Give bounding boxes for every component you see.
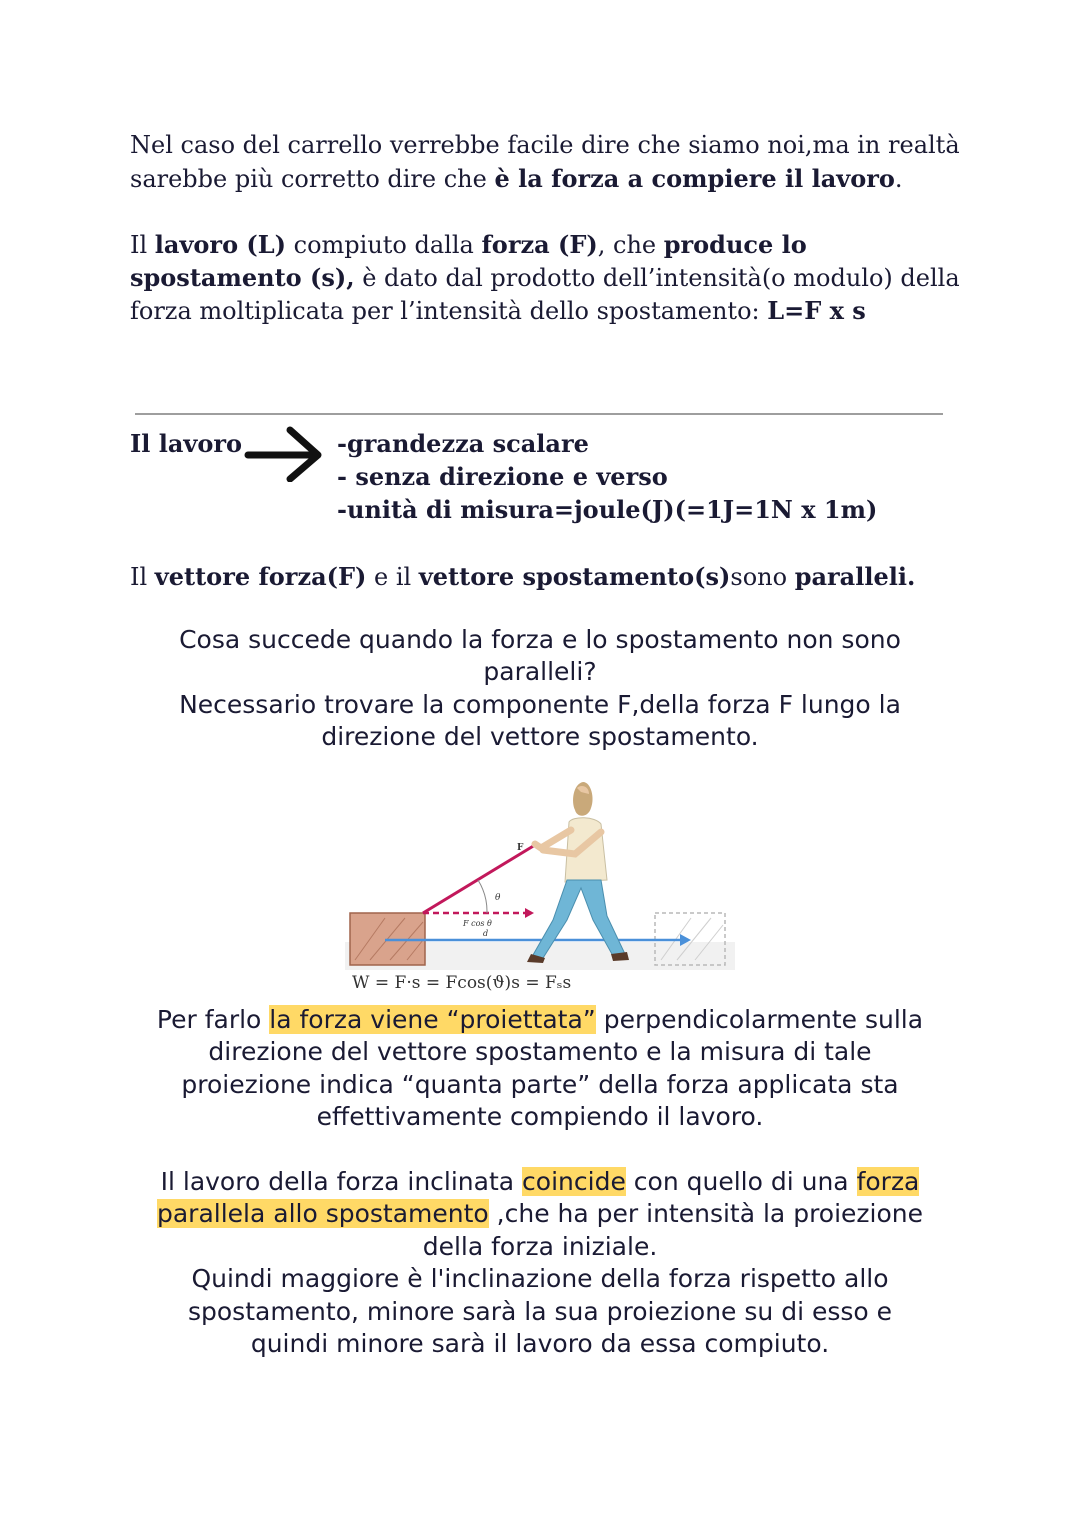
props-label bbox=[130, 427, 242, 461]
force-vector bbox=[423, 845, 535, 913]
explain1-line: effettivamente compiendo il lavoro. bbox=[316, 1102, 764, 1131]
explain-text: Il lavoro della forza inclinata bbox=[160, 1167, 523, 1196]
highlight-text: parallela allo spostamento bbox=[156, 1199, 489, 1228]
props-item-text: -grandezza scalare bbox=[337, 429, 589, 458]
def-text: compiuto dalla bbox=[286, 231, 482, 259]
intro-line-2 bbox=[130, 162, 903, 196]
def-line-1 bbox=[130, 228, 807, 262]
explain2-line: spostamento, minore sarà la sua proiezione su di esso e bbox=[187, 1297, 893, 1326]
vectors-text: e il bbox=[366, 563, 419, 591]
def-line-3 bbox=[130, 294, 866, 328]
props-item bbox=[337, 493, 877, 527]
vectors-text: Il bbox=[130, 563, 155, 591]
d-label: d bbox=[483, 929, 489, 938]
divider bbox=[135, 413, 943, 415]
vectors-bold: vettore forza(F) bbox=[154, 562, 367, 591]
vectors-text: sono bbox=[730, 563, 795, 591]
formula-bold: L=F x s bbox=[767, 296, 866, 325]
force-label: F bbox=[517, 843, 524, 853]
def-text: forza moltiplicata per l’intensità dello spostamento: bbox=[130, 297, 768, 325]
explain2-line bbox=[120, 1166, 960, 1199]
props-label-text: Il lavoro bbox=[130, 429, 242, 458]
theta-label: θ bbox=[495, 893, 501, 903]
intro-text: . bbox=[894, 165, 903, 193]
projection-head bbox=[525, 908, 534, 918]
explain1-line: proiezione indica “quanta parte” della forza applicata sta bbox=[181, 1070, 899, 1099]
intro-text: Nel caso del carrello verrebbe facile dire che siamo noi,ma in realtà bbox=[130, 131, 960, 159]
props-item-text: - senza direzione e verso bbox=[337, 462, 668, 491]
explain-text: Per farlo bbox=[156, 1005, 270, 1034]
props-item bbox=[337, 427, 589, 461]
def-text: , che bbox=[597, 231, 664, 259]
question-line: Cosa succede quando la forza e lo spostamento non sono bbox=[179, 625, 901, 654]
explain2-line: Quindi maggiore è l'inclinazione della forza rispetto allo bbox=[191, 1264, 889, 1293]
explain-text: ,che ha per intensità la proiezione bbox=[488, 1199, 924, 1228]
question-line: paralleli? bbox=[483, 657, 597, 686]
def-line-2 bbox=[130, 261, 960, 295]
right-arrow-icon bbox=[244, 424, 326, 482]
vectors-bold: vettore spostamento(s) bbox=[418, 562, 731, 591]
def-text: è dato dal prodotto dell’intensità(o modulo) della bbox=[354, 264, 960, 292]
work-formula: W = F·s = Fcos(ϑ)s = Fₛs bbox=[352, 973, 572, 993]
work-diagram bbox=[345, 770, 735, 1000]
highlight-text: coincide bbox=[522, 1167, 626, 1196]
fcos-label: F cos θ bbox=[463, 919, 492, 928]
explain2-line: della forza iniziale. bbox=[422, 1232, 658, 1261]
question-line: Necessario trovare la componente F,della forza F lungo la bbox=[179, 690, 901, 719]
def-bold: forza (F) bbox=[481, 230, 598, 259]
vectors-bold: paralleli. bbox=[794, 562, 916, 591]
highlight-text: la forza viene “proiettata” bbox=[269, 1005, 596, 1034]
props-item-text: -unità di misura=joule(J)(=1J=1N x 1m) bbox=[337, 495, 878, 524]
explain1-line: direzione del vettore spostamento e la misura di tale bbox=[208, 1037, 872, 1066]
def-bold: spostamento (s), bbox=[130, 263, 355, 292]
vectors-line bbox=[130, 560, 915, 594]
props-item bbox=[337, 460, 668, 494]
intro-text: sarebbe più corretto dire che bbox=[130, 165, 495, 193]
intro-line-1 bbox=[130, 129, 960, 162]
angle-arc bbox=[478, 880, 487, 913]
def-text: Il bbox=[130, 231, 155, 259]
explain2-line bbox=[120, 1198, 960, 1231]
def-bold: produce lo bbox=[663, 230, 807, 259]
explain2-line: quindi minore sarà il lavoro da essa compiuto. bbox=[250, 1329, 830, 1358]
explain-text: con quello di una bbox=[625, 1167, 857, 1196]
explain-text: perpendicolarmente sulla bbox=[595, 1005, 924, 1034]
intro-bold: è la forza a compiere il lavoro bbox=[494, 164, 895, 193]
def-bold: lavoro (L) bbox=[154, 230, 287, 259]
question-line: direzione del vettore spostamento. bbox=[321, 722, 759, 751]
explain1-line bbox=[120, 1004, 960, 1037]
highlight-text: forza bbox=[856, 1167, 920, 1196]
person-pulling bbox=[527, 782, 629, 963]
